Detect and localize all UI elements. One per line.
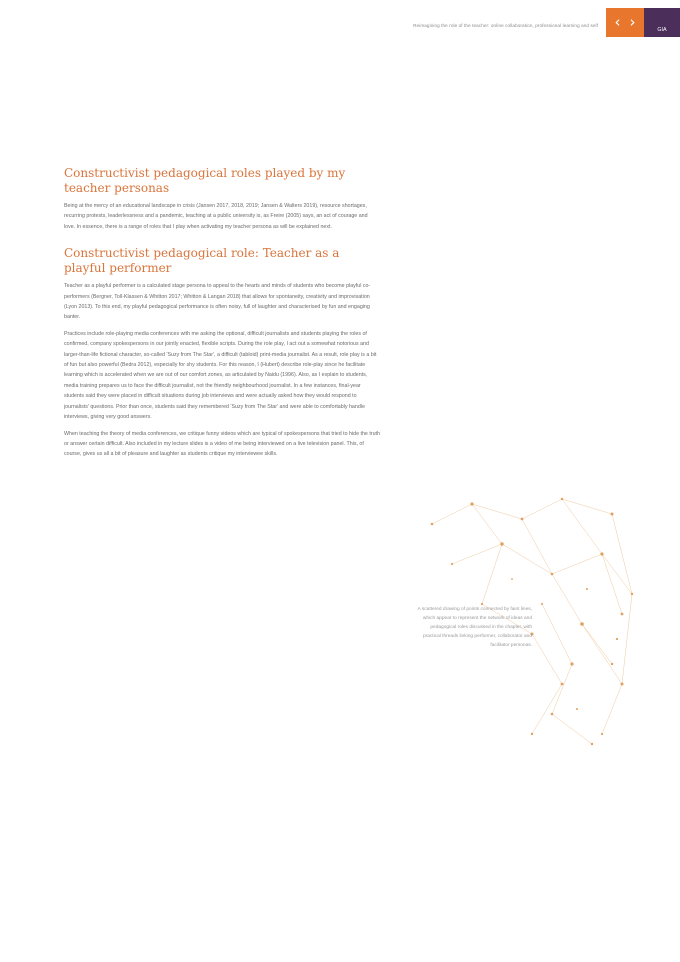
section-roles — [64, 166, 380, 232]
chevron-left-icon[interactable]: ‹ — [614, 13, 621, 31]
section-heading: Constructivist pedagogical roles played by my teacher personas — [64, 166, 346, 195]
section-heading: Constructivist pedagogical role: Teacher as a playful performer — [64, 246, 340, 276]
chevron-right-icon[interactable]: › — [629, 13, 636, 31]
running-header: Reimagining the role of the teacher: online collaboration, professional learning and self — [413, 23, 598, 28]
section-playful-performer — [64, 246, 380, 460]
paragraph: Teacher as a playful performer is a calculated stage persona to appeal to the hearts and minds of students who become playful co-performers (Bergner, Toll-Klassen & Whitton 2017; Whitton & Langan 2018) that allows for spontaneity, creativity and improvisation (Lyon 2013). To this end, my playful pedagogical performance is often noisy, full of laughter and characterised by fun and engaging banter. — [64, 283, 371, 321]
paragraph: Practices include role-playing media conferences with me asking the optional, difficult journalists and students playing the roles of confirmed, company spokespersons in our jointly enacted, flexible scripts. During the role play, I act out a somewhat notorious and larger-than-life fictional character, so-called 'Suzy from The Star', a difficult (tabloid) print-media journalist. As a result, role play is a bit of fun but also powerful (Bedra 2012), especially for shy students. For this reason, I (Hubert) describe role-play since he facilitate learning which is accelerated when we are out of our comfort zones, as articulated by Naidu (1996). Also, as I explain to students, media training prepares us to face the difficult journalist, not the friendly neighbourhood journalist. In a few instances, final-year students said they were placed in difficult situations during job interviews and were actually asked how they would respond to journalists' questions. Prior than once, students said they remembered 'Suzy from The Star' and were able to comfortably handle interviews, giving very good answers. — [64, 330, 377, 421]
figure-caption: A scattered drawing of points connected by faint lines, which appear to represent the network of ideas and pedagogical roles discussed in the chapter, with practical threads linking performer, collaborator and facilitator personas. — [417, 607, 532, 648]
paragraph: Being at the mercy of an educational landscape in crisis (Jansen 2017, 2018, 2019; Jansen & Walters 2019), resource shortages, recurring protests, leaderlessness and a pandemic, teaching at a public university is, as Freire (2005) says, an act of courage and love. In essence, there is a range of roles that I play when activating my teacher persona as will be explained next. — [64, 203, 368, 230]
paragraph: When teaching the theory of media conferences, we critique funny videos which are typical of spokespersons that tried to hide the truth or answer certain difficult. Also included in my lecture slides is a video of me being interviewed on a live television panel. This, of course, gives us all a bit of pleasure and laughter as students critique my interviewee skills. — [64, 430, 380, 458]
main-content — [64, 166, 380, 466]
page-nav — [606, 8, 644, 37]
publisher-badge[interactable]: GIA — [644, 8, 680, 37]
